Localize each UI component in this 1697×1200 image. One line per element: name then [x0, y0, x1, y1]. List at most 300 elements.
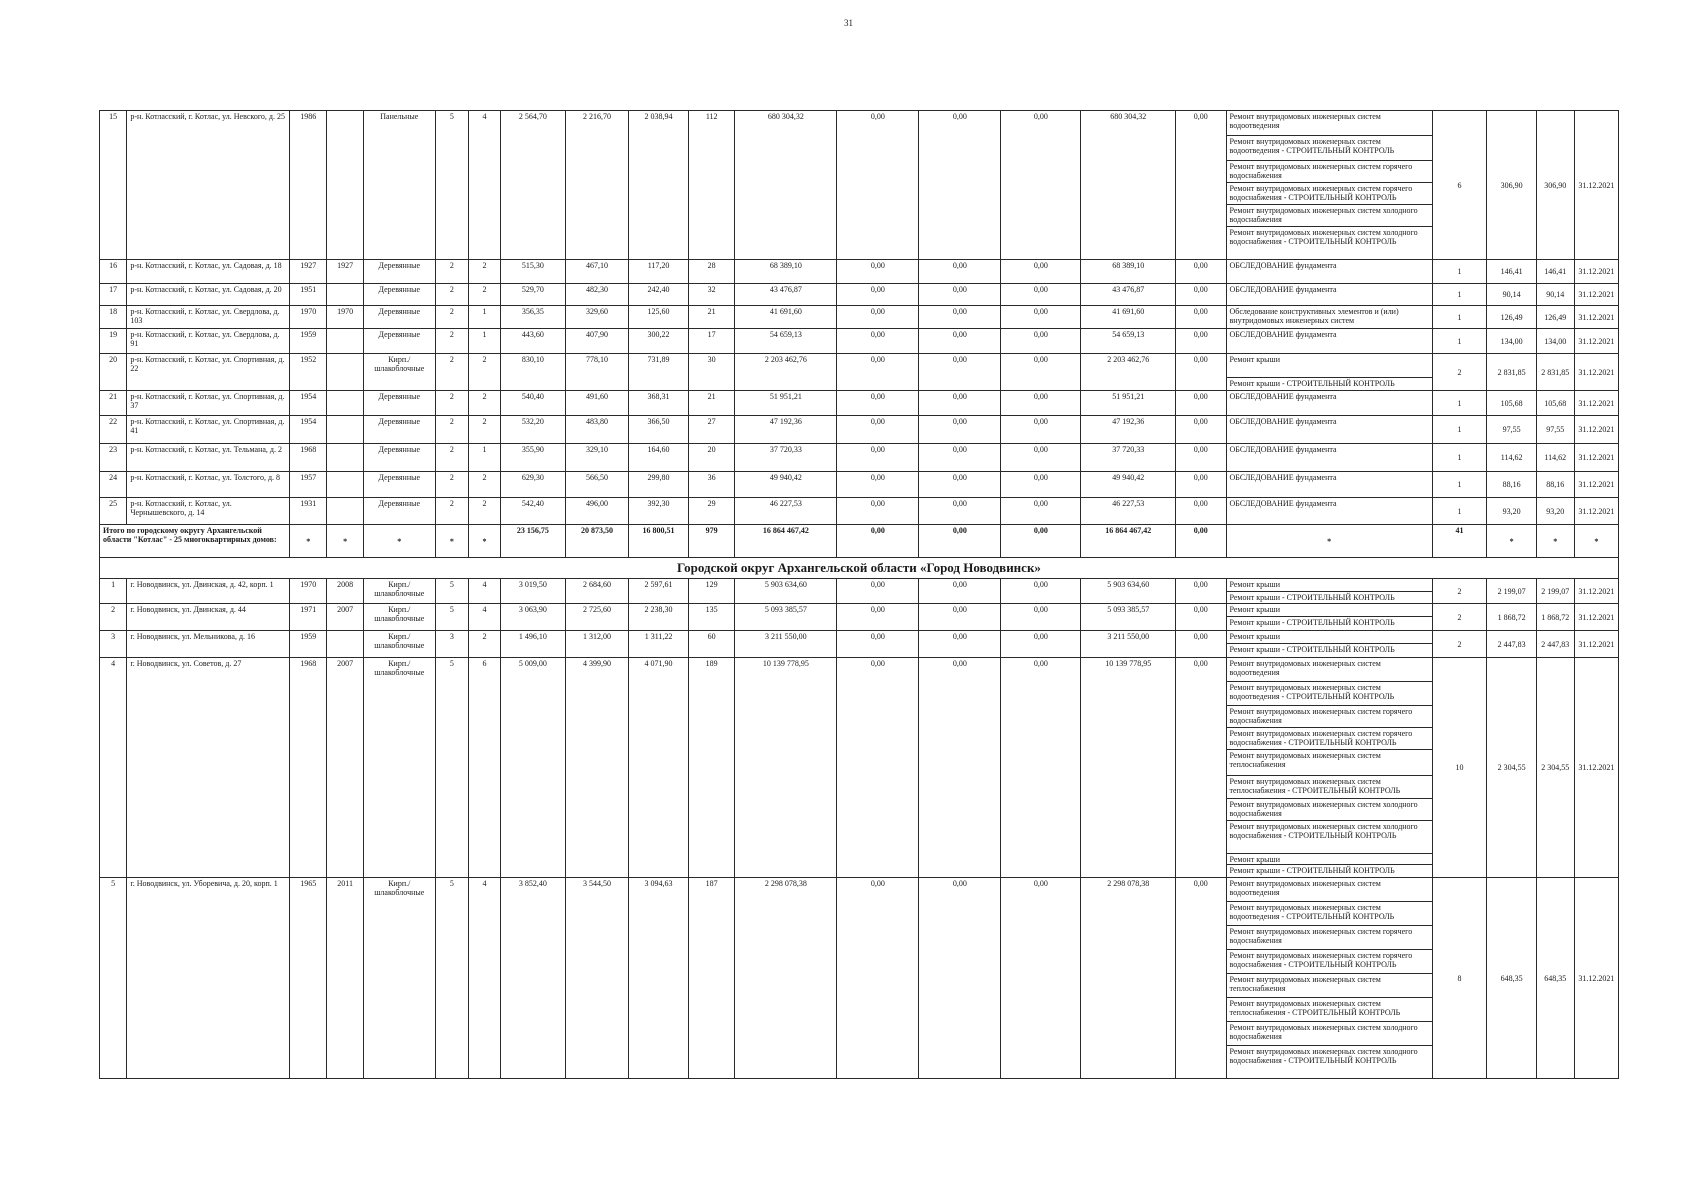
work-item: Ремонт внутридомовых инженерных систем горячего водоснабжения - СТРОИТЕЛЬНЫЙ КОНТРОЛЬ — [1227, 183, 1432, 205]
fund-federal: 0,00 — [837, 391, 919, 416]
fund-owners: 2 298 078,38 — [1081, 878, 1176, 1079]
wall-material: Кирп./ шлакоблочные — [364, 604, 436, 631]
fund-owners: 5 093 385,57 — [1081, 604, 1176, 631]
entrances: 4 — [469, 604, 501, 631]
total-star: * — [1574, 525, 1618, 558]
work-item: Ремонт внутридомовых инженерных систем горячего водоснабжения — [1227, 706, 1432, 728]
address: г. Новодвинск, ул. Уборевича, д. 20, корп. 1 — [127, 878, 290, 1079]
row-number: 24 — [100, 472, 127, 498]
work-item: Ремонт внутридомовых инженерных систем водоотведения - СТРОИТЕЛЬНЫЙ КОНТРОЛЬ — [1227, 902, 1432, 926]
fund-owners: 54 659,13 — [1081, 329, 1176, 354]
completion-date: 31.12.2021 — [1574, 472, 1618, 498]
residents: 17 — [689, 329, 735, 354]
living-area: 482,30 — [565, 284, 628, 306]
entrances: 2 — [469, 391, 501, 416]
residents: 187 — [689, 878, 735, 1079]
works-cell — [1226, 472, 1432, 498]
floors: 5 — [435, 878, 469, 1079]
living-area: 2 216,70 — [565, 111, 628, 260]
fund-other: 0,00 — [1176, 391, 1226, 416]
table-row — [100, 604, 1619, 631]
table-row — [100, 416, 1619, 444]
year-last-repair: 1970 — [327, 306, 364, 329]
total-star: * — [290, 525, 327, 558]
total-cost: 3 211 550,00 — [735, 631, 837, 658]
private-area: 300,22 — [629, 329, 689, 354]
table-row — [100, 498, 1619, 525]
total-row — [100, 525, 1619, 558]
wall-material: Деревянные — [364, 498, 436, 525]
fund-other: 0,00 — [1176, 658, 1226, 878]
wall-material: Деревянные — [364, 260, 436, 284]
completion-date: 31.12.2021 — [1574, 354, 1618, 391]
max-unit-cost: 146,41 — [1536, 260, 1574, 284]
year-built: 1954 — [290, 416, 327, 444]
fund-local: 0,00 — [1001, 416, 1081, 444]
total-a2: 20 873,50 — [565, 525, 628, 558]
private-area: 242,40 — [629, 284, 689, 306]
private-area: 3 094,63 — [629, 878, 689, 1079]
total-star: * — [1226, 525, 1432, 558]
works-cell — [1226, 111, 1432, 260]
unit-cost: 134,00 — [1487, 329, 1536, 354]
fund-local: 0,00 — [1001, 111, 1081, 260]
year-last-repair — [327, 416, 364, 444]
year-last-repair: 2007 — [327, 658, 364, 878]
floors: 5 — [435, 579, 469, 604]
year-last-repair: 2011 — [327, 878, 364, 1079]
year-last-repair — [327, 329, 364, 354]
fund-regional: 0,00 — [919, 329, 1001, 354]
unit-cost: 88,16 — [1487, 472, 1536, 498]
work-item: ОБСЛЕДОВАНИЕ фундамента — [1229, 392, 1337, 401]
private-area: 1 311,22 — [629, 631, 689, 658]
table-row — [100, 472, 1619, 498]
residents: 30 — [689, 354, 735, 391]
total-a1: 23 156,75 — [500, 525, 565, 558]
total-star: * — [327, 525, 364, 558]
fund-regional: 0,00 — [919, 306, 1001, 329]
private-area: 368,31 — [629, 391, 689, 416]
row-number: 1 — [100, 579, 127, 604]
works-count: 8 — [1432, 878, 1487, 1079]
total-area: 629,30 — [500, 472, 565, 498]
address: р-н. Котласский, г. Котлас, ул. Спортивная, д. 22 — [127, 354, 290, 391]
address: р-н. Котласский, г. Котлас, ул. Тельмана, д. 2 — [127, 444, 290, 472]
residents: 112 — [689, 111, 735, 260]
works-count: 1 — [1432, 472, 1487, 498]
fund-federal: 0,00 — [837, 284, 919, 306]
entrances: 1 — [469, 444, 501, 472]
floors: 2 — [435, 391, 469, 416]
work-item: Ремонт внутридомовых инженерных систем горячего водоснабжения — [1227, 161, 1432, 183]
year-built: 1968 — [290, 444, 327, 472]
year-built: 1954 — [290, 391, 327, 416]
year-built: 1986 — [290, 111, 327, 260]
total-area: 3 852,40 — [500, 878, 565, 1079]
total-star: * — [435, 525, 469, 558]
row-number: 15 — [100, 111, 127, 260]
works-cell — [1226, 604, 1432, 631]
fund-regional: 0,00 — [919, 444, 1001, 472]
wall-material: Деревянные — [364, 391, 436, 416]
living-area: 566,50 — [565, 472, 628, 498]
work-item: Ремонт внутридомовых инженерных систем горячего водоснабжения - СТРОИТЕЛЬНЫЙ КОНТРОЛЬ — [1227, 728, 1432, 750]
work-item: Ремонт внутридомовых инженерных систем холодного водоснабжения — [1227, 799, 1432, 821]
wall-material: Деревянные — [364, 472, 436, 498]
works-cell — [1226, 284, 1432, 306]
fund-local: 0,00 — [1001, 260, 1081, 284]
unit-cost: 1 868,72 — [1487, 604, 1536, 631]
wall-material: Деревянные — [364, 306, 436, 329]
entrances: 2 — [469, 260, 501, 284]
private-area: 117,20 — [629, 260, 689, 284]
entrances: 4 — [469, 878, 501, 1079]
address: р-н. Котласский, г. Котлас, ул. Чернышевского, д. 14 — [127, 498, 290, 525]
year-last-repair — [327, 444, 364, 472]
wall-material: Панельные — [364, 111, 436, 260]
fund-local: 0,00 — [1001, 579, 1081, 604]
unit-cost: 2 447,83 — [1487, 631, 1536, 658]
fund-other: 0,00 — [1176, 416, 1226, 444]
address: г. Новодвинск, ул. Двинская, д. 44 — [127, 604, 290, 631]
fund-federal: 0,00 — [837, 472, 919, 498]
row-number: 20 — [100, 354, 127, 391]
entrances: 2 — [469, 284, 501, 306]
unit-cost: 93,20 — [1487, 498, 1536, 525]
total-star: * — [1536, 525, 1574, 558]
unit-cost: 2 199,07 — [1487, 579, 1536, 604]
total-f1: 0,00 — [837, 525, 919, 558]
private-area: 2 597,61 — [629, 579, 689, 604]
fund-federal: 0,00 — [837, 878, 919, 1079]
table-row — [100, 354, 1619, 391]
floors: 2 — [435, 444, 469, 472]
max-unit-cost: 93,20 — [1536, 498, 1574, 525]
row-number: 5 — [100, 878, 127, 1079]
works-count: 2 — [1432, 604, 1487, 631]
year-last-repair — [327, 354, 364, 391]
works-count: 1 — [1432, 306, 1487, 329]
fund-federal: 0,00 — [837, 658, 919, 878]
total-cost: 43 476,87 — [735, 284, 837, 306]
completion-date: 31.12.2021 — [1574, 111, 1618, 260]
work-item: Обследование конструктивных элементов и (или) внутридомовых инженерных систем — [1229, 307, 1399, 325]
residents: 36 — [689, 472, 735, 498]
work-item: Ремонт крыши - СТРОИТЕЛЬНЫЙ КОНТРОЛЬ — [1229, 866, 1395, 875]
capital-repair-table — [99, 110, 1619, 1079]
living-area: 483,80 — [565, 416, 628, 444]
year-last-repair — [327, 472, 364, 498]
wall-material: Кирп./ шлакоблочные — [364, 631, 436, 658]
fund-other: 0,00 — [1176, 579, 1226, 604]
works-cell — [1226, 306, 1432, 329]
living-area: 407,90 — [565, 329, 628, 354]
fund-regional: 0,00 — [919, 111, 1001, 260]
work-item: ОБСЛЕДОВАНИЕ фундамента — [1229, 330, 1337, 339]
total-cost: 46 227,53 — [735, 498, 837, 525]
unit-cost: 90,14 — [1487, 284, 1536, 306]
work-item: ОБСЛЕДОВАНИЕ фундамента — [1229, 473, 1337, 482]
year-built: 1927 — [290, 260, 327, 284]
work-item: Ремонт внутридомовых инженерных систем холодного водоснабжения - СТРОИТЕЛЬНЫЙ КОНТРОЛЬ — [1227, 821, 1432, 854]
table-row — [100, 631, 1619, 658]
row-number: 18 — [100, 306, 127, 329]
max-unit-cost: 2 199,07 — [1536, 579, 1574, 604]
total-cost: 10 139 778,95 — [735, 658, 837, 878]
completion-date: 31.12.2021 — [1574, 631, 1618, 658]
table-wrapper — [99, 110, 1619, 1079]
wall-material: Кирп./ шлакоблочные — [364, 354, 436, 391]
address: р-н. Котласский, г. Котлас, ул. Невского, д. 25 — [127, 111, 290, 260]
table-row — [100, 391, 1619, 416]
total-cost: 41 691,60 — [735, 306, 837, 329]
table-row — [100, 444, 1619, 472]
fund-regional: 0,00 — [919, 354, 1001, 391]
fund-other: 0,00 — [1176, 444, 1226, 472]
floors: 2 — [435, 329, 469, 354]
works-cell — [1226, 444, 1432, 472]
total-f5: 0,00 — [1176, 525, 1226, 558]
completion-date: 31.12.2021 — [1574, 579, 1618, 604]
address: р-н. Котласский, г. Котлас, ул. Толстого, д. 8 — [127, 472, 290, 498]
completion-date: 31.12.2021 — [1574, 878, 1618, 1079]
address: р-н. Котласский, г. Котлас, ул. Садовая, д. 20 — [127, 284, 290, 306]
fund-regional: 0,00 — [919, 284, 1001, 306]
completion-date: 31.12.2021 — [1574, 416, 1618, 444]
fund-other: 0,00 — [1176, 498, 1226, 525]
living-area: 3 544,50 — [565, 878, 628, 1079]
fund-other: 0,00 — [1176, 354, 1226, 391]
living-area: 491,60 — [565, 391, 628, 416]
max-unit-cost: 114,62 — [1536, 444, 1574, 472]
work-item: Ремонт внутридомовых инженерных систем водоотведения - СТРОИТЕЛЬНЫЙ КОНТРОЛЬ — [1227, 136, 1432, 161]
year-last-repair: 2007 — [327, 604, 364, 631]
work-item: Ремонт внутридомовых инженерных систем холодного водоснабжения - СТРОИТЕЛЬНЫЙ КОНТРОЛЬ — [1229, 1047, 1418, 1065]
residents: 20 — [689, 444, 735, 472]
work-item: Ремонт внутридомовых инженерных систем водоотведения - СТРОИТЕЛЬНЫЙ КОНТРОЛЬ — [1227, 682, 1432, 706]
year-built: 1951 — [290, 284, 327, 306]
year-last-repair — [327, 111, 364, 260]
works-count: 1 — [1432, 329, 1487, 354]
works-cell — [1226, 658, 1432, 878]
residents: 28 — [689, 260, 735, 284]
fund-owners: 41 691,60 — [1081, 306, 1176, 329]
total-cost: 16 864 467,42 — [735, 525, 837, 558]
work-item: Ремонт внутридомовых инженерных систем теплоснабжения — [1227, 974, 1432, 998]
living-area: 467,10 — [565, 260, 628, 284]
total-cost: 47 192,36 — [735, 416, 837, 444]
max-unit-cost: 306,90 — [1536, 111, 1574, 260]
works-cell — [1226, 354, 1432, 391]
fund-owners: 5 903 634,60 — [1081, 579, 1176, 604]
entrances: 2 — [469, 631, 501, 658]
row-number: 23 — [100, 444, 127, 472]
fund-local: 0,00 — [1001, 329, 1081, 354]
fund-regional: 0,00 — [919, 878, 1001, 1079]
private-area: 366,50 — [629, 416, 689, 444]
unit-cost: 114,62 — [1487, 444, 1536, 472]
residents: 27 — [689, 416, 735, 444]
unit-cost: 648,35 — [1487, 878, 1536, 1079]
fund-federal: 0,00 — [837, 444, 919, 472]
work-item: ОБСЛЕДОВАНИЕ фундамента — [1229, 261, 1337, 270]
fund-other: 0,00 — [1176, 472, 1226, 498]
total-area: 830,10 — [500, 354, 565, 391]
table-row — [100, 878, 1619, 1079]
private-area: 4 071,90 — [629, 658, 689, 878]
table-row — [100, 329, 1619, 354]
completion-date: 31.12.2021 — [1574, 260, 1618, 284]
total-area: 3 019,50 — [500, 579, 565, 604]
fund-owners: 37 720,33 — [1081, 444, 1176, 472]
table-row — [100, 284, 1619, 306]
works-count: 10 — [1432, 658, 1487, 878]
works-count: 1 — [1432, 391, 1487, 416]
works-cell — [1226, 498, 1432, 525]
works-cell — [1226, 391, 1432, 416]
work-item: Ремонт крыши - СТРОИТЕЛЬНЫЙ КОНТРОЛЬ — [1229, 618, 1395, 627]
floors: 2 — [435, 284, 469, 306]
row-number: 25 — [100, 498, 127, 525]
entrances: 2 — [469, 498, 501, 525]
works-cell — [1226, 260, 1432, 284]
total-area: 532,20 — [500, 416, 565, 444]
wall-material: Деревянные — [364, 444, 436, 472]
work-item: Ремонт внутридомовых инженерных систем горячего водоснабжения — [1227, 926, 1432, 950]
fund-local: 0,00 — [1001, 631, 1081, 658]
table-row — [100, 111, 1619, 260]
address: р-н. Котласский, г. Котлас, ул. Садовая, д. 18 — [127, 260, 290, 284]
work-item: Ремонт крыши — [1227, 631, 1432, 644]
floors: 2 — [435, 306, 469, 329]
work-item: ОБСЛЕДОВАНИЕ фундамента — [1229, 499, 1337, 508]
address: г. Новодвинск, ул. Мельникова, д. 16 — [127, 631, 290, 658]
work-item: Ремонт внутридомовых инженерных систем водоотведения — [1227, 111, 1432, 136]
year-built: 1970 — [290, 579, 327, 604]
year-last-repair: 2008 — [327, 579, 364, 604]
floors: 2 — [435, 260, 469, 284]
total-area: 5 009,00 — [500, 658, 565, 878]
total-cost: 54 659,13 — [735, 329, 837, 354]
year-last-repair — [327, 391, 364, 416]
max-unit-cost: 2 447,83 — [1536, 631, 1574, 658]
fund-federal: 0,00 — [837, 260, 919, 284]
fund-owners: 43 476,87 — [1081, 284, 1176, 306]
total-area: 3 063,90 — [500, 604, 565, 631]
entrances: 4 — [469, 111, 501, 260]
year-built: 1971 — [290, 604, 327, 631]
max-unit-cost: 105,68 — [1536, 391, 1574, 416]
work-item: Ремонт внутридомовых инженерных систем холодного водоснабжения — [1227, 1022, 1432, 1046]
table-row — [100, 579, 1619, 604]
works-count: 2 — [1432, 631, 1487, 658]
works-count: 1 — [1432, 498, 1487, 525]
private-area: 164,60 — [629, 444, 689, 472]
floors: 5 — [435, 111, 469, 260]
wall-material: Кирп./ шлакоблочные — [364, 658, 436, 878]
residents: 29 — [689, 498, 735, 525]
section-row — [100, 558, 1619, 579]
fund-local: 0,00 — [1001, 658, 1081, 878]
works-count: 2 — [1432, 354, 1487, 391]
floors: 2 — [435, 416, 469, 444]
fund-regional: 0,00 — [919, 658, 1001, 878]
living-area: 329,10 — [565, 444, 628, 472]
completion-date: 31.12.2021 — [1574, 306, 1618, 329]
address: р-н. Котласский, г. Котлас, ул. Свердлова, д. 103 — [127, 306, 290, 329]
address: г. Новодвинск, ул. Двинская, д. 42, корп. 1 — [127, 579, 290, 604]
fund-regional: 0,00 — [919, 391, 1001, 416]
address: р-н. Котласский, г. Котлас, ул. Свердлова, д. 91 — [127, 329, 290, 354]
total-cost: 5 093 385,57 — [735, 604, 837, 631]
private-area: 731,89 — [629, 354, 689, 391]
works-cell — [1226, 329, 1432, 354]
work-item: ОБСЛЕДОВАНИЕ фундамента — [1229, 417, 1337, 426]
floors: 3 — [435, 631, 469, 658]
work-item: Ремонт крыши — [1227, 604, 1432, 617]
completion-date: 31.12.2021 — [1574, 658, 1618, 878]
floors: 5 — [435, 658, 469, 878]
total-area: 515,30 — [500, 260, 565, 284]
table-row — [100, 260, 1619, 284]
total-cost: 51 951,21 — [735, 391, 837, 416]
row-number: 3 — [100, 631, 127, 658]
fund-owners: 51 951,21 — [1081, 391, 1176, 416]
completion-date: 31.12.2021 — [1574, 604, 1618, 631]
fund-other: 0,00 — [1176, 284, 1226, 306]
total-area: 2 564,70 — [500, 111, 565, 260]
unit-cost: 97,55 — [1487, 416, 1536, 444]
residents: 189 — [689, 658, 735, 878]
fund-federal: 0,00 — [837, 498, 919, 525]
works-cell — [1226, 631, 1432, 658]
year-built: 1957 — [290, 472, 327, 498]
max-unit-cost: 648,35 — [1536, 878, 1574, 1079]
floors: 2 — [435, 472, 469, 498]
private-area: 299,80 — [629, 472, 689, 498]
fund-owners: 680 304,32 — [1081, 111, 1176, 260]
living-area: 2 725,60 — [565, 604, 628, 631]
total-f4: 16 864 467,42 — [1081, 525, 1176, 558]
row-number: 2 — [100, 604, 127, 631]
work-item: ОБСЛЕДОВАНИЕ фундамента — [1229, 445, 1337, 454]
year-built: 1968 — [290, 658, 327, 878]
wall-material: Деревянные — [364, 329, 436, 354]
fund-local: 0,00 — [1001, 284, 1081, 306]
fund-local: 0,00 — [1001, 391, 1081, 416]
unit-cost: 2 304,55 — [1487, 658, 1536, 878]
fund-regional: 0,00 — [919, 604, 1001, 631]
row-number: 21 — [100, 391, 127, 416]
private-area: 2 038,94 — [629, 111, 689, 260]
work-item: Ремонт крыши — [1227, 579, 1432, 592]
works-count: 1 — [1432, 284, 1487, 306]
year-last-repair: 1927 — [327, 260, 364, 284]
total-cost: 2 203 462,76 — [735, 354, 837, 391]
page-number: 31 — [844, 18, 853, 28]
max-unit-cost: 88,16 — [1536, 472, 1574, 498]
fund-local: 0,00 — [1001, 878, 1081, 1079]
max-unit-cost: 134,00 — [1536, 329, 1574, 354]
entrances: 1 — [469, 329, 501, 354]
works-count: 1 — [1432, 416, 1487, 444]
max-unit-cost: 97,55 — [1536, 416, 1574, 444]
fund-local: 0,00 — [1001, 354, 1081, 391]
fund-owners: 68 389,10 — [1081, 260, 1176, 284]
year-last-repair — [327, 631, 364, 658]
unit-cost: 126,49 — [1487, 306, 1536, 329]
